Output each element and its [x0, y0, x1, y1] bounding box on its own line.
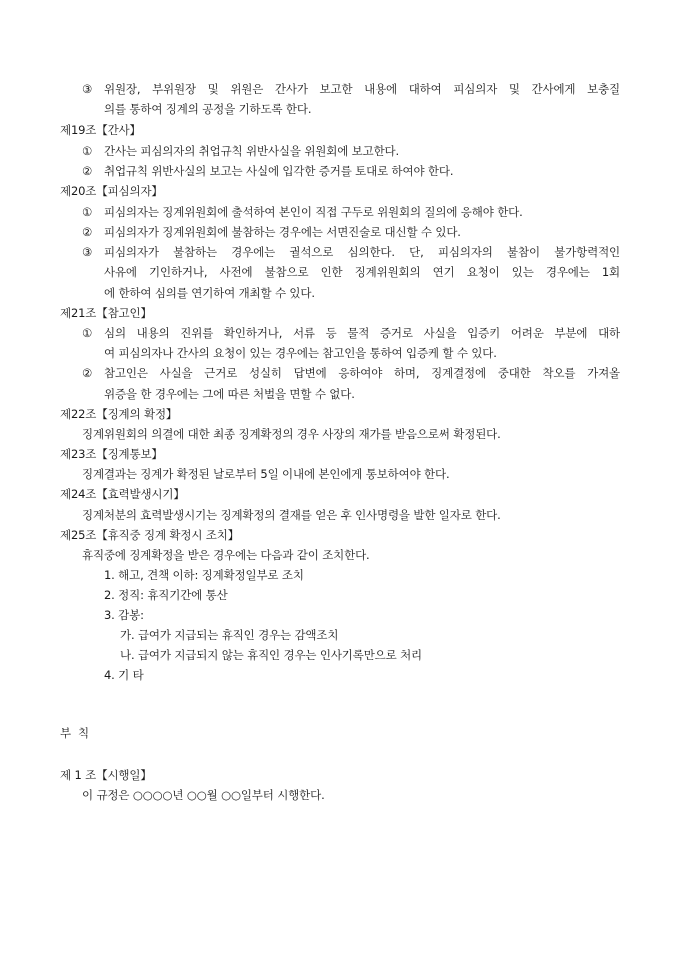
item-number: ②: [82, 366, 93, 380]
article-20-item-1: ① 피심의자는 징계위원회에 출석하여 본인이 직접 구두로 위원회의 질의에 응해야 한다.: [82, 202, 523, 222]
addendum-article-1-body: 이 규정은 ○○○○년 ○○월 ○○일부터 시행한다.: [82, 788, 325, 802]
article-21-item-1-line-1: ① 심의 내용의 진위를 확인하거나, 서류 등 물적 증거로 사실을 입증키 어려운 부분에 대하: [82, 323, 620, 343]
article-25-list-item-2: 2. 정직: 휴직기간에 통산: [104, 588, 228, 602]
article-25-list-item-4: 4. 기 타: [104, 668, 144, 682]
article-20-heading: 제20조【피심의자】: [60, 184, 163, 198]
article-22-body: 징계위원회의 의결에 대한 최종 징계확정의 경우 사장의 재가를 받음으로써 확정된다.: [82, 427, 501, 441]
article-21-item-2-line-2: 위증을 한 경우에는 그에 따른 처벌을 면할 수 없다.: [104, 387, 355, 401]
item-number: ①: [82, 326, 93, 340]
item-number: ②: [82, 225, 93, 239]
item-number: ③: [82, 82, 93, 96]
article-21-heading: 제21조【참고인】: [60, 306, 152, 320]
article-20-item-3-line-1: ③ 피심의자가 불참하는 경우에는 궐석으로 심의한다. 단, 피심의자의 불참이 불가항력적인: [82, 242, 620, 262]
article-25-sub-item-na: 나. 급여가 지급되지 않는 휴직인 경우는 인사기록만으로 처리: [120, 648, 423, 662]
article-20-item-3-line-3: 에 한하여 심의를 연기하여 개최할 수 있다.: [104, 286, 315, 300]
article-25-sub-item-ga: 가. 급여가 지급되는 휴직인 경우는 감액조치: [120, 628, 339, 642]
article-25-heading: 제25조【휴직중 징계 확정시 조치】: [60, 528, 240, 542]
addendum-title: 부 칙: [60, 726, 89, 740]
article-22-heading: 제22조【징계의 확정】: [60, 407, 178, 421]
article-25-list-item-1: 1. 해고, 견책 이하: 징계확정일부로 조치: [104, 568, 304, 582]
article-23-heading: 제23조【징계통보】: [60, 447, 163, 461]
article-23-body: 징계결과는 징계가 확정된 날로부터 5일 이내에 본인에게 통보하여야 한다.: [82, 467, 450, 481]
item-number: ②: [82, 164, 93, 178]
addendum-article-1-heading: 제 1 조【시행일】: [60, 768, 152, 782]
article-18-item-3-line-2: 의를 통하여 징계의 공정을 기하도록 한다.: [104, 102, 312, 116]
article-19-heading: 제19조【간사】: [60, 123, 141, 137]
article-18-item-3-line-1: ③ 위원장, 부위원장 및 위원은 간사가 보고한 내용에 대하여 피심의자 및 간사에게 보충질: [82, 79, 620, 99]
article-24-body: 징계처분의 효력발생시기는 징계확정의 결재를 얻은 후 인사명령을 발한 일자로 한다.: [82, 508, 501, 522]
article-19-item-2: ② 취업규칙 위반사실의 보고는 사실에 입각한 증거를 토대로 하여야 한다.: [82, 161, 453, 181]
item-number: ①: [82, 144, 93, 158]
article-24-heading: 제24조【효력발생시기】: [60, 487, 185, 501]
article-25-body: 휴직중에 징계확정을 받은 경우에는 다음과 같이 조치한다.: [82, 548, 370, 562]
article-21-item-2-line-1: ② 참고인은 사실을 근거로 성실히 답변에 응하여야 하며, 징계결정에 중대한 착오를 가져올: [82, 363, 620, 383]
article-20-item-3-line-2: 사유에 기인하거나, 사전에 불참으로 인한 징계위원회의 연기 요청이 있는 경우에는 1회: [104, 265, 620, 279]
article-21-item-1-line-2: 여 피심의자나 간사의 요청이 있는 경우에는 참고인을 통하여 입증케 할 수 있다.: [104, 346, 497, 360]
article-25-list-item-3: 3. 감봉:: [104, 608, 144, 622]
item-number: ①: [82, 205, 93, 219]
article-19-item-1: ① 간사는 피심의자의 취업규칙 위반사실을 위원회에 보고한다.: [82, 141, 399, 161]
article-20-item-2: ② 피심의자가 징계위원회에 불참하는 경우에는 서면진술로 대신할 수 있다.: [82, 222, 461, 242]
item-number: ③: [82, 245, 93, 259]
